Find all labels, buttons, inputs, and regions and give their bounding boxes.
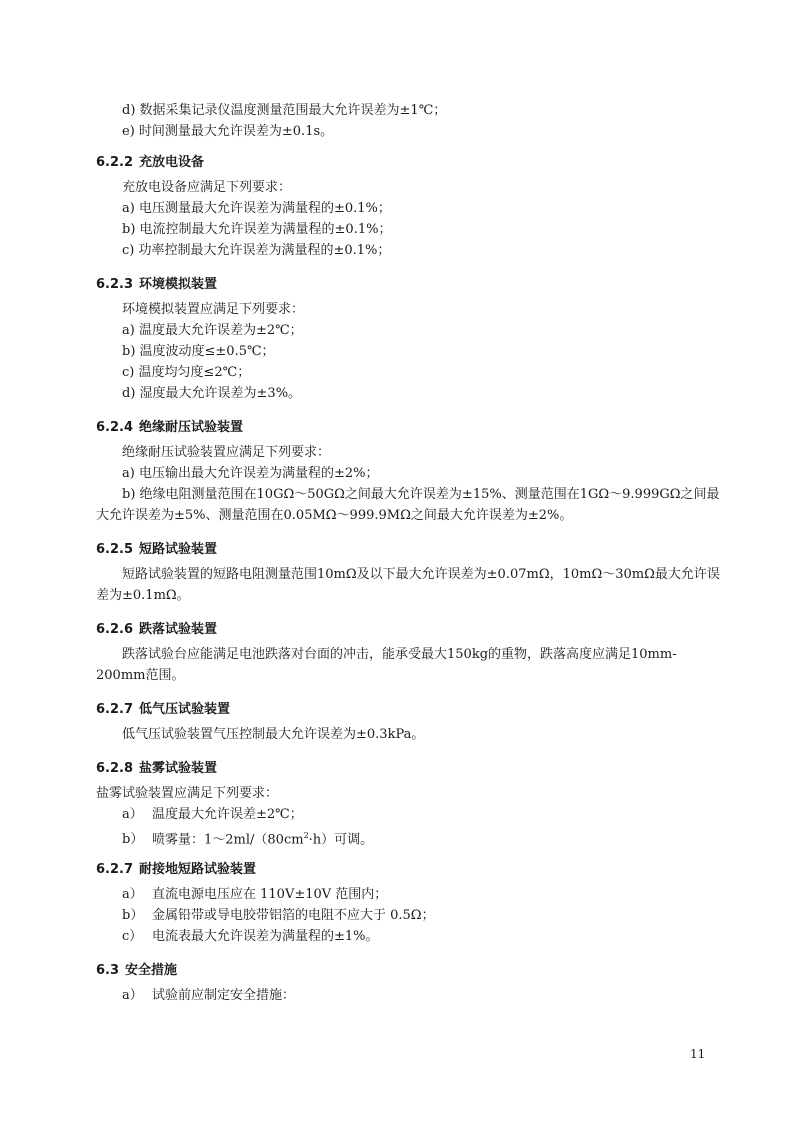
section-heading-6-2-7-ground-short xyxy=(96,859,720,880)
item-label: a） xyxy=(122,887,143,902)
list-item: a) 电压测量最大允许误差为满量程的±0.1%； xyxy=(122,201,391,216)
list-item xyxy=(96,926,720,947)
list-item: d) 数据采集记录仪温度测量范围最大允许误差为±1℃； xyxy=(122,103,447,118)
section-paragraph: 短路试验装置的短路电阻测量范围10mΩ及以下最大允许误差为±0.07mΩ，10mΩ～30mΩ最大允许误差为±0.1mΩ。 xyxy=(96,567,720,603)
item-text: 试验前应制定安全措施： xyxy=(152,988,296,1003)
section-intro: 绝缘耐压试验装置应满足下列要求： xyxy=(122,445,331,460)
section-title: 耐接地短路试验装置 xyxy=(139,862,257,877)
document-page xyxy=(96,100,720,1006)
section-heading-6-2-5 xyxy=(96,539,720,560)
section-heading-6-2-6 xyxy=(96,619,720,640)
section-number: 6.2.2 xyxy=(96,155,134,170)
item-text: 金属铅带或导电胶带铝箔的电阻不应大于 0.5Ω； xyxy=(152,908,435,923)
item-label: a） xyxy=(122,807,143,822)
page-number: 11 xyxy=(690,1047,706,1061)
section-paragraph: 跌落试验台应能满足电池跌落对台面的冲击，能承受最大150kg的重物，跌落高度应满足10mm-200mm范围。 xyxy=(96,647,677,683)
list-item: a) 温度最大允许误差为±2℃； xyxy=(122,323,303,338)
section-heading-6-2-7 xyxy=(96,699,720,720)
list-item: b) 温度波动度≤±0.5℃； xyxy=(122,344,275,359)
section-number: 6.2.8 xyxy=(96,761,134,776)
section-number: 6.3 xyxy=(96,963,120,978)
item-text: 电流表最大允许误差为满量程的±1%。 xyxy=(152,929,379,944)
list-item-paragraph: b) 绝缘电阻测量范围在10GΩ～50GΩ之间最大允许误差为±15%、测量范围在1GΩ～9.999GΩ之间最大允许误差为±5%、测量范围在0.05MΩ～999.9MΩ之间最大允许误差为±2%。 xyxy=(96,487,720,523)
item-text: ·h）可调。 xyxy=(308,832,374,848)
list-item xyxy=(96,884,720,905)
list-item: c) 功率控制最大允许误差为满量程的±0.1%； xyxy=(122,243,391,258)
section-number: 6.2.7 xyxy=(96,862,134,877)
item-label: b） xyxy=(122,832,144,848)
item-text: 直流电源电压应在 110V±10V 范围内； xyxy=(152,887,388,902)
list-item: b) 电流控制最大允许误差为满量程的±0.1%； xyxy=(122,222,392,237)
section-title: 短路试验装置 xyxy=(139,542,218,557)
section-number: 6.2.3 xyxy=(96,277,134,292)
section-title: 绝缘耐压试验装置 xyxy=(139,420,244,435)
section-number: 6.2.6 xyxy=(96,622,134,637)
item-label: c） xyxy=(122,929,143,944)
list-item xyxy=(96,905,720,926)
section-title: 环境模拟装置 xyxy=(139,277,218,292)
section-heading-6-2-2 xyxy=(96,152,720,173)
item-text: 温度最大允许误差±2℃； xyxy=(152,807,303,822)
list-item: a) 电压输出最大允许误差为满量程的±2%； xyxy=(122,466,379,481)
section-number: 6.2.5 xyxy=(96,542,134,557)
section-title: 跌落试验装置 xyxy=(139,622,218,637)
superscript: 2 xyxy=(303,831,309,840)
list-item: e) 时间测量最大允许误差为±0.1s。 xyxy=(122,124,334,139)
list-item: d) 湿度最大允许误差为±3%。 xyxy=(122,386,302,401)
item-label: b） xyxy=(122,908,144,923)
section-heading-6-2-3 xyxy=(96,274,720,295)
section-number: 6.2.7 xyxy=(96,702,134,717)
section-title: 低气压试验装置 xyxy=(139,702,231,717)
list-item xyxy=(96,985,720,1006)
section-title: 充放电设备 xyxy=(139,155,205,170)
section-title: 盐雾试验装置 xyxy=(139,761,218,776)
section-intro: 环境模拟装置应满足下列要求： xyxy=(122,302,305,317)
section-heading-6-3 xyxy=(96,960,720,981)
list-item: c) 温度均匀度≤2℃； xyxy=(122,365,251,380)
item-text: 喷雾量：1～2ml/（80cm xyxy=(152,832,304,848)
section-heading-6-2-4 xyxy=(96,417,720,438)
section-heading-6-2-8 xyxy=(96,758,720,779)
section-title: 安全措施 xyxy=(125,963,178,978)
item-label: a） xyxy=(122,988,143,1003)
list-item xyxy=(96,804,720,825)
section-paragraph: 低气压试验装置气压控制最大允许误差为±0.3kPa。 xyxy=(122,727,425,742)
section-intro: 盐雾试验装置应满足下列要求： xyxy=(96,786,279,801)
section-intro: 充放电设备应满足下列要求： xyxy=(122,180,292,195)
section-number: 6.2.4 xyxy=(96,420,134,435)
list-item xyxy=(96,825,720,846)
